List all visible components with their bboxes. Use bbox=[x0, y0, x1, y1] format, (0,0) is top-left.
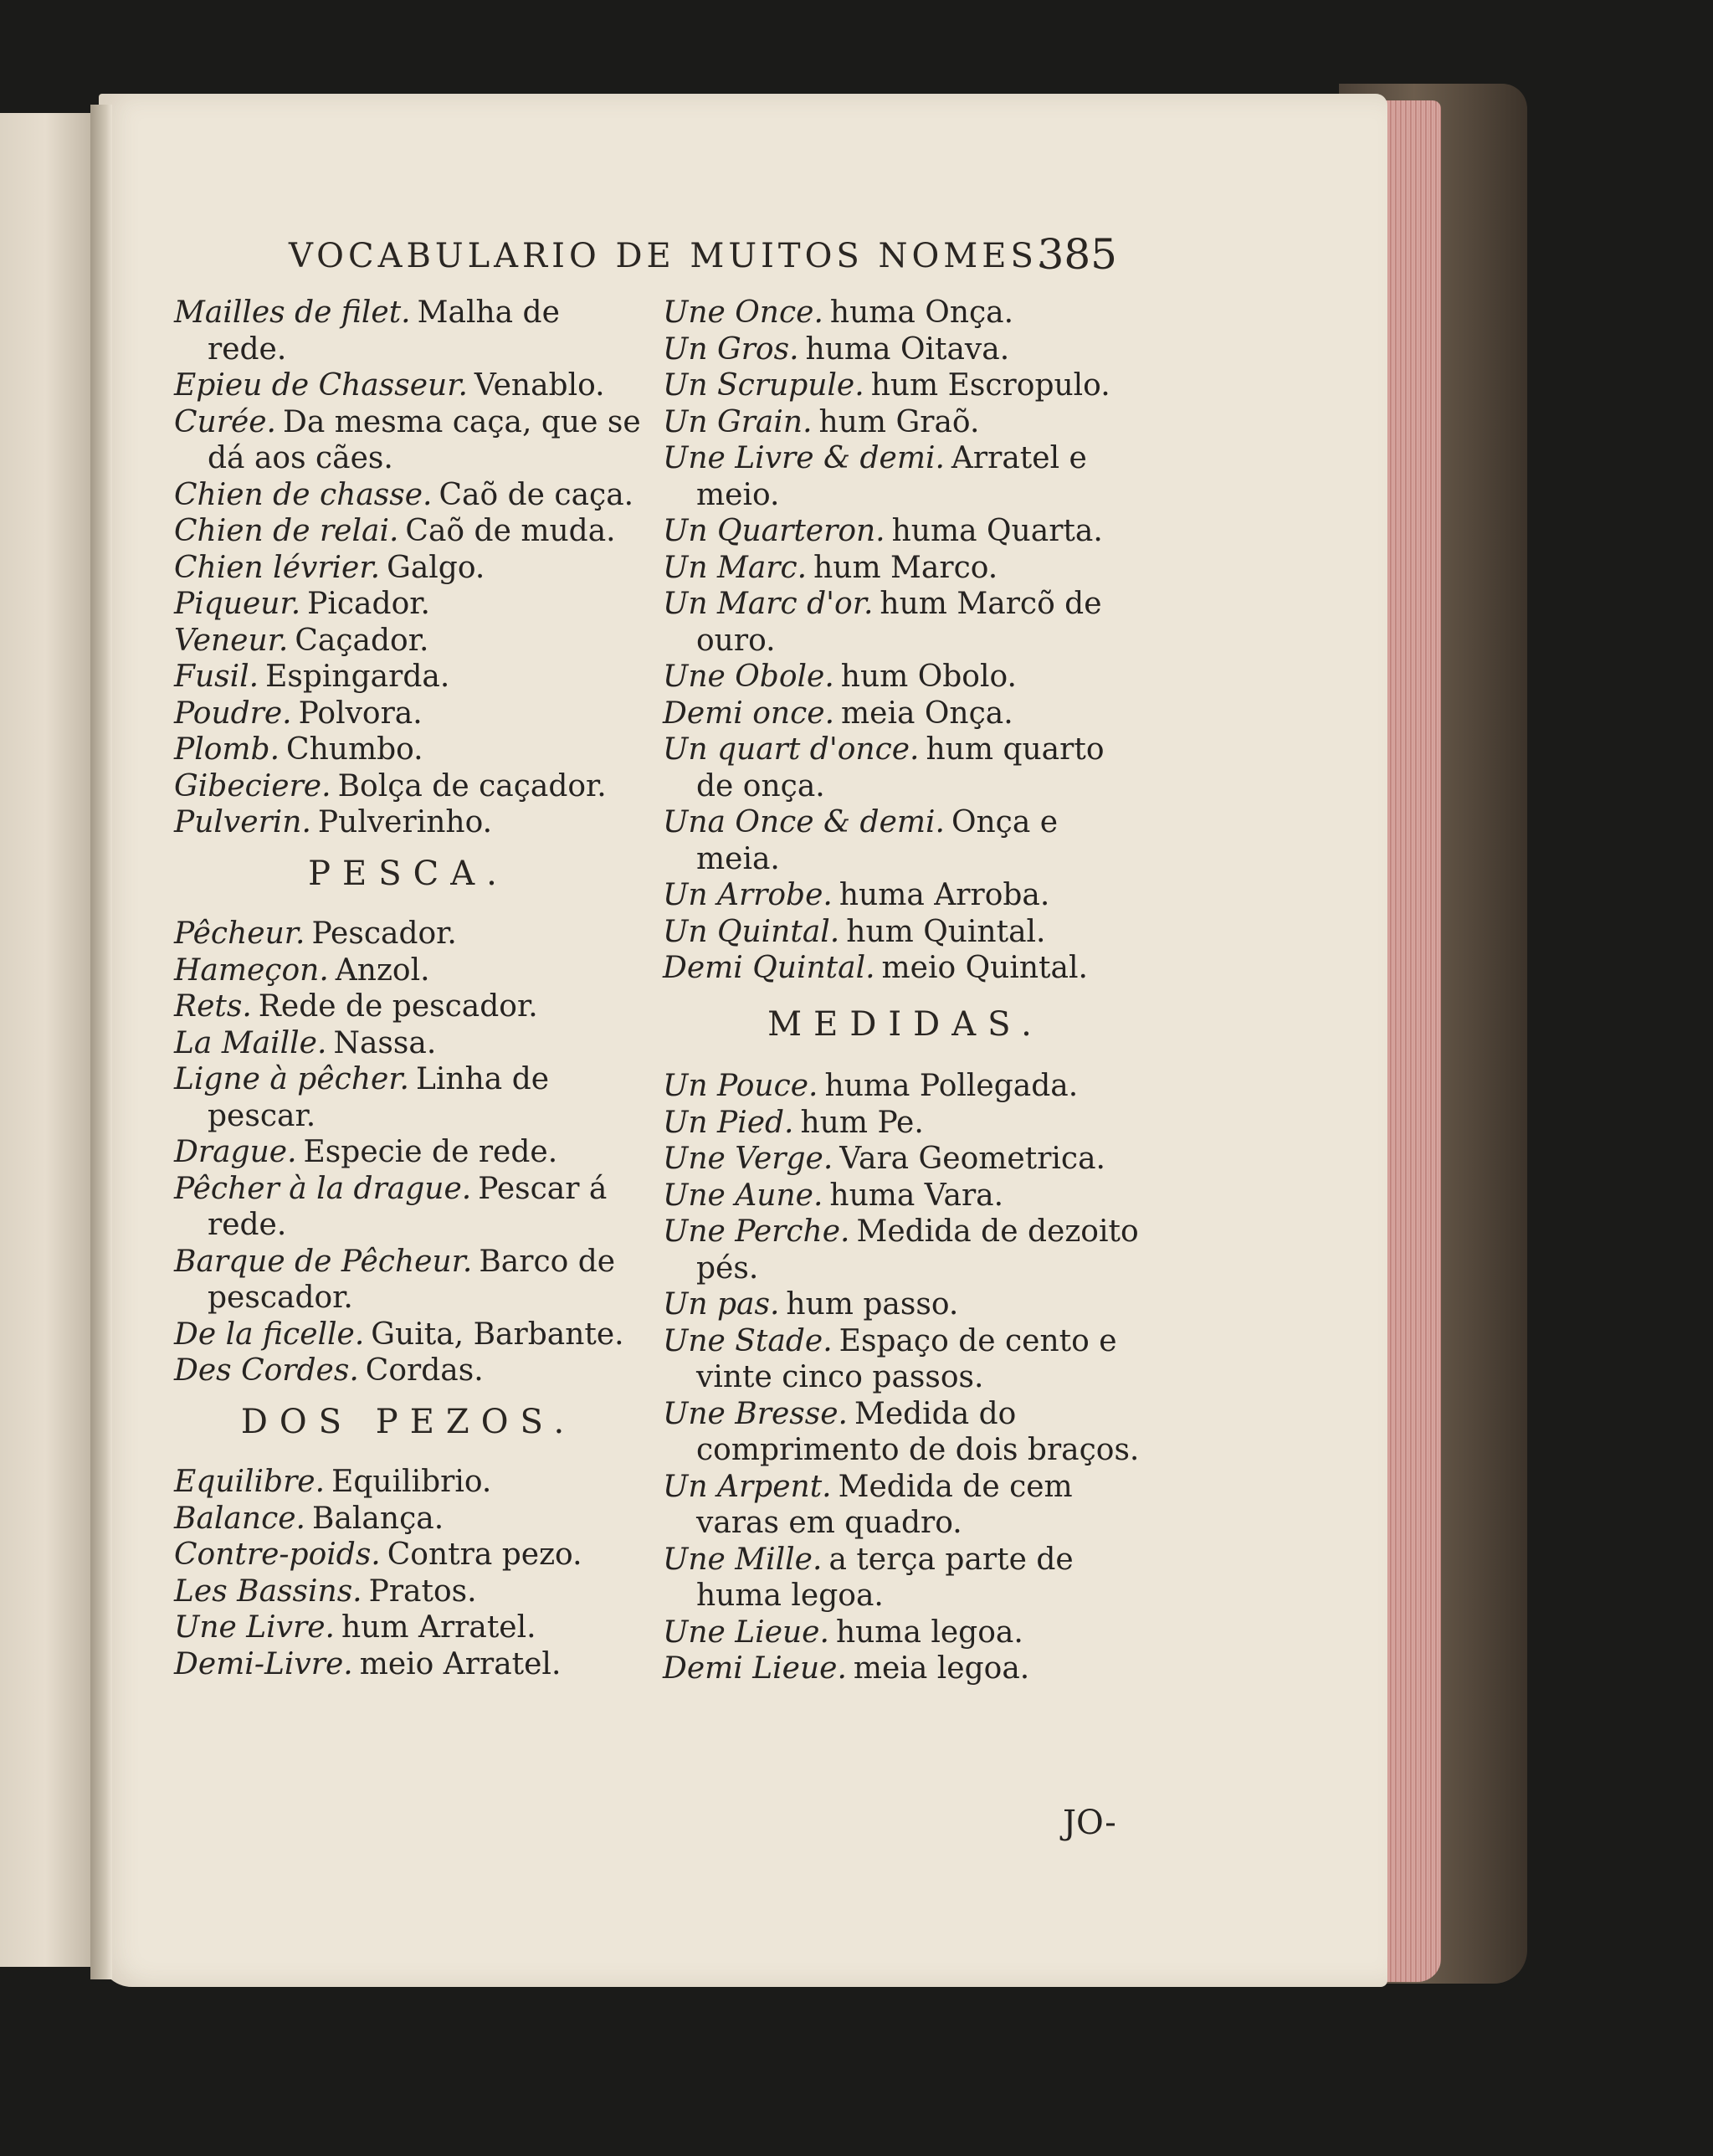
vocabulary-entry bbox=[663, 1068, 1148, 1105]
vocabulary-entry bbox=[663, 659, 1148, 696]
vocabulary-entry bbox=[174, 1537, 643, 1573]
french-term: Una Once & demi. bbox=[663, 805, 945, 839]
french-term: Curée. bbox=[174, 404, 276, 439]
vocabulary-entry bbox=[663, 1105, 1148, 1142]
vocabulary-entry bbox=[174, 623, 643, 660]
vocabulary-entry bbox=[174, 1317, 643, 1353]
vocabulary-entry bbox=[174, 367, 643, 404]
vocabulary-entry bbox=[663, 732, 1148, 804]
vocabulary-entry bbox=[663, 1614, 1148, 1651]
french-term: Pulverin. bbox=[174, 805, 311, 839]
french-term: Ligne à pêcher. bbox=[174, 1062, 410, 1096]
vocabulary-entry bbox=[174, 659, 643, 696]
vocabulary-entry bbox=[663, 440, 1148, 513]
french-term: Une Bresse. bbox=[663, 1396, 848, 1431]
french-term: Les Bassins. bbox=[174, 1573, 362, 1609]
french-term: Plomb. bbox=[174, 732, 280, 767]
french-term: Un Pouce. bbox=[663, 1069, 818, 1103]
portuguese-definition: huma legoa. bbox=[835, 1614, 1023, 1650]
portuguese-definition: hum Obolo. bbox=[840, 660, 1017, 694]
french-term: Une Aune. bbox=[663, 1178, 823, 1213]
vocabulary-entry bbox=[663, 586, 1148, 659]
vocabulary-entry bbox=[174, 1171, 643, 1244]
running-title: VOCABULARIO DE MUITOS NOMES. bbox=[289, 237, 1052, 275]
french-term: Un Arrobe. bbox=[663, 878, 833, 912]
vocabulary-entry bbox=[663, 950, 1148, 987]
french-term: Un Marc d'or. bbox=[663, 587, 874, 621]
vocabulary-entry bbox=[663, 1396, 1148, 1469]
vocabulary-entry bbox=[663, 550, 1148, 587]
french-term: Un Arpent. bbox=[663, 1469, 832, 1504]
french-term: Demi Lieue. bbox=[663, 1651, 847, 1686]
portuguese-definition: Medida de dezoito pés. bbox=[696, 1214, 1139, 1286]
page-number: 385 bbox=[1037, 230, 1117, 279]
vocabulary-entry bbox=[174, 696, 643, 732]
portuguese-definition: Nassa. bbox=[333, 1025, 437, 1060]
portuguese-definition: Cordas. bbox=[365, 1353, 484, 1388]
french-term: Une Once. bbox=[663, 295, 823, 330]
portuguese-definition: hum Marcõ de ouro. bbox=[696, 587, 1102, 658]
french-term: Une Livre. bbox=[174, 1610, 335, 1645]
portuguese-definition: Balança. bbox=[312, 1501, 444, 1536]
portuguese-definition: Pescar á rede. bbox=[208, 1171, 608, 1242]
portuguese-definition: meio Quintal. bbox=[881, 951, 1088, 985]
french-term: Poudre. bbox=[174, 696, 292, 731]
french-term: Chien de relai. bbox=[174, 514, 399, 548]
portuguese-definition: Caõ de caça. bbox=[439, 477, 634, 512]
portuguese-definition: Anzol. bbox=[335, 952, 430, 988]
french-term: Pêcheur. bbox=[174, 916, 305, 951]
vocabulary-entry bbox=[174, 1025, 643, 1062]
vocabulary-entry bbox=[663, 404, 1148, 441]
vocabulary-entry bbox=[663, 1178, 1148, 1214]
french-term: Une Livre & demi. bbox=[663, 441, 945, 475]
portuguese-definition: a terça parte de huma legoa. bbox=[696, 1542, 1074, 1613]
french-term: Une Lieue. bbox=[663, 1614, 829, 1650]
french-term: Veneur. bbox=[174, 623, 289, 658]
french-term: Un Scrupule. bbox=[663, 368, 864, 403]
french-term: Contre-poids. bbox=[174, 1537, 381, 1572]
vocabulary-entry bbox=[174, 916, 643, 952]
french-term: Piqueur. bbox=[174, 587, 301, 621]
french-term: Une Obole. bbox=[663, 660, 834, 694]
portuguese-definition: Bolça de caçador. bbox=[337, 768, 607, 803]
portuguese-definition: huma Pollegada. bbox=[824, 1069, 1079, 1103]
portuguese-definition: hum Escropulo. bbox=[870, 368, 1110, 403]
portuguese-definition: Picador. bbox=[307, 587, 430, 621]
portuguese-definition: huma Oitava. bbox=[805, 331, 1010, 367]
french-term: Barque de Pêcheur. bbox=[174, 1244, 473, 1279]
french-term: Une Verge. bbox=[663, 1142, 833, 1176]
vocabulary-entry bbox=[174, 1464, 643, 1501]
french-term: Un quart d'once. bbox=[663, 732, 920, 767]
portuguese-definition: hum Quintal. bbox=[846, 914, 1046, 949]
portuguese-definition: hum passo. bbox=[786, 1287, 959, 1322]
vocabulary-entry bbox=[174, 550, 643, 587]
vocabulary-entry bbox=[174, 295, 643, 367]
portuguese-definition: huma Quarta. bbox=[891, 514, 1103, 548]
vocabulary-entry bbox=[663, 1469, 1148, 1542]
french-term: Demi-Livre. bbox=[174, 1646, 353, 1681]
portuguese-definition: Da mesma caça, que se dá aos cães. bbox=[208, 404, 641, 475]
vocabulary-entry bbox=[663, 1214, 1148, 1286]
portuguese-definition: Medida de cem varas em quadro. bbox=[696, 1469, 1073, 1540]
vocabulary-entry bbox=[174, 586, 643, 623]
portuguese-definition: Venablo. bbox=[474, 368, 605, 403]
vocabulary-entry bbox=[663, 1141, 1148, 1178]
portuguese-definition: meia Onça. bbox=[841, 696, 1013, 731]
portuguese-definition: Contra pezo. bbox=[387, 1537, 582, 1572]
french-term: Une Mille. bbox=[663, 1542, 823, 1577]
portuguese-definition: Polvora. bbox=[298, 696, 423, 731]
french-term: Drague. bbox=[174, 1135, 297, 1169]
french-term: La Maille. bbox=[174, 1025, 327, 1060]
portuguese-definition: Equilibrio. bbox=[331, 1465, 492, 1499]
vocabulary-entry bbox=[174, 1573, 643, 1610]
french-term: Mailles de filet. bbox=[174, 295, 411, 330]
portuguese-definition: hum quarto de onça. bbox=[696, 732, 1105, 803]
french-term: Un pas. bbox=[663, 1287, 780, 1322]
portuguese-definition: Vara Geometrica. bbox=[839, 1142, 1105, 1176]
vocabulary-entry bbox=[174, 1501, 643, 1537]
french-term: Pêcher à la drague. bbox=[174, 1171, 472, 1206]
portuguese-definition: hum Graõ. bbox=[818, 404, 980, 439]
portuguese-definition: meia legoa. bbox=[853, 1651, 1030, 1686]
portuguese-definition: Pescador. bbox=[311, 916, 457, 951]
vocabulary-entry bbox=[663, 367, 1148, 404]
french-term: Des Cordes. bbox=[174, 1353, 359, 1388]
vocabulary-entry bbox=[663, 295, 1148, 331]
vocabulary-entry bbox=[663, 1323, 1148, 1396]
vocabulary-entry bbox=[174, 404, 643, 477]
vocabulary-entry bbox=[174, 1353, 643, 1389]
portuguese-definition: Onça e meia. bbox=[696, 805, 1059, 876]
portuguese-definition: Espaço de cento e vinte cinco passos. bbox=[696, 1323, 1117, 1394]
vocabulary-entry bbox=[174, 1609, 643, 1646]
vocabulary-entry bbox=[663, 1650, 1148, 1687]
vocabulary-entry bbox=[663, 804, 1148, 877]
portuguese-definition: Espingarda. bbox=[265, 660, 450, 694]
french-term: Fusil. bbox=[174, 660, 259, 694]
portuguese-definition: Chumbo. bbox=[286, 732, 423, 767]
portuguese-definition: Caõ de muda. bbox=[405, 514, 616, 548]
portuguese-definition: hum Pe. bbox=[800, 1105, 924, 1140]
vocabulary-entry bbox=[663, 331, 1148, 368]
portuguese-definition: huma Arroba. bbox=[839, 878, 1050, 912]
vocabulary-entry bbox=[174, 1061, 643, 1134]
vocabulary-entry bbox=[663, 914, 1148, 951]
vocabulary-entry bbox=[663, 513, 1148, 550]
french-term: Un Pied. bbox=[663, 1105, 794, 1140]
section-heading: DOS PEZOS. bbox=[240, 1402, 577, 1441]
french-term: Demi Quintal. bbox=[663, 951, 875, 985]
vocabulary-entry bbox=[663, 696, 1148, 732]
vocabulary-entry bbox=[174, 804, 643, 841]
french-term: Un Quarteron. bbox=[663, 514, 885, 548]
portuguese-definition: Barco de pescador. bbox=[208, 1244, 616, 1315]
french-term: Equilibre. bbox=[174, 1465, 326, 1499]
vocabulary-entry bbox=[174, 1134, 643, 1171]
vocabulary-entry bbox=[663, 1542, 1148, 1614]
catchword: JO- bbox=[1063, 1804, 1116, 1842]
french-term: Balance. bbox=[174, 1501, 305, 1536]
portuguese-definition: Pratos. bbox=[368, 1573, 477, 1609]
left-page-margin bbox=[0, 113, 96, 1967]
french-term: Chien de chasse. bbox=[174, 477, 433, 512]
portuguese-definition: hum Marco. bbox=[813, 550, 998, 585]
page-header bbox=[289, 230, 1126, 287]
portuguese-definition: Guita, Barbante. bbox=[371, 1317, 624, 1352]
french-term: Une Perche. bbox=[663, 1214, 850, 1249]
portuguese-definition: Arratel e meio. bbox=[696, 441, 1087, 512]
vocabulary-entry bbox=[174, 477, 643, 514]
portuguese-definition: Galgo. bbox=[387, 550, 485, 585]
french-term: Un Quintal. bbox=[663, 914, 840, 949]
portuguese-definition: hum Arratel. bbox=[341, 1610, 536, 1645]
portuguese-definition: Medida do comprimento de dois braços. bbox=[696, 1396, 1140, 1467]
vocabulary-entry bbox=[174, 768, 643, 805]
vocabulary-entry bbox=[174, 513, 643, 550]
portuguese-definition: Caçador. bbox=[295, 623, 429, 658]
portuguese-definition: Linha de pescar. bbox=[208, 1062, 550, 1133]
french-term: Epieu de Chasseur. bbox=[174, 368, 468, 403]
section-heading: MEDIDAS. bbox=[767, 1004, 1044, 1044]
vocabulary-entry bbox=[174, 1244, 643, 1317]
vocabulary-entry bbox=[663, 1286, 1148, 1323]
french-term: Une Stade. bbox=[663, 1323, 833, 1358]
vocabulary-entry bbox=[174, 1646, 643, 1683]
vocabulary-entry bbox=[663, 877, 1148, 914]
portuguese-definition: huma Vara. bbox=[829, 1178, 1004, 1213]
french-term: Demi once. bbox=[663, 696, 835, 731]
section-heading: PESCA. bbox=[308, 854, 509, 893]
portuguese-definition: huma Onça. bbox=[829, 295, 1014, 330]
french-term: Chien lévrier. bbox=[174, 550, 381, 585]
vocabulary-entry bbox=[174, 988, 643, 1025]
french-term: De la ficelle. bbox=[174, 1317, 365, 1352]
french-term: Un Gros. bbox=[663, 331, 799, 367]
portuguese-definition: Pulverinho. bbox=[317, 805, 493, 839]
portuguese-definition: Malha de rede. bbox=[208, 295, 560, 367]
vocabulary-entry bbox=[174, 732, 643, 768]
right-column bbox=[663, 295, 1148, 1687]
portuguese-definition: Especie de rede. bbox=[303, 1135, 558, 1169]
french-term: Un Marc. bbox=[663, 550, 808, 585]
french-term: Hameçon. bbox=[174, 952, 329, 988]
french-term: Gibeciere. bbox=[174, 768, 331, 803]
french-term: Un Grain. bbox=[663, 404, 813, 439]
vocabulary-entry bbox=[174, 952, 643, 989]
french-term: Rets. bbox=[174, 989, 252, 1024]
portuguese-definition: meio Arratel. bbox=[359, 1646, 562, 1681]
left-column bbox=[174, 295, 643, 1682]
portuguese-definition: Rede de pescador. bbox=[258, 989, 538, 1024]
book-gutter bbox=[90, 105, 112, 1979]
